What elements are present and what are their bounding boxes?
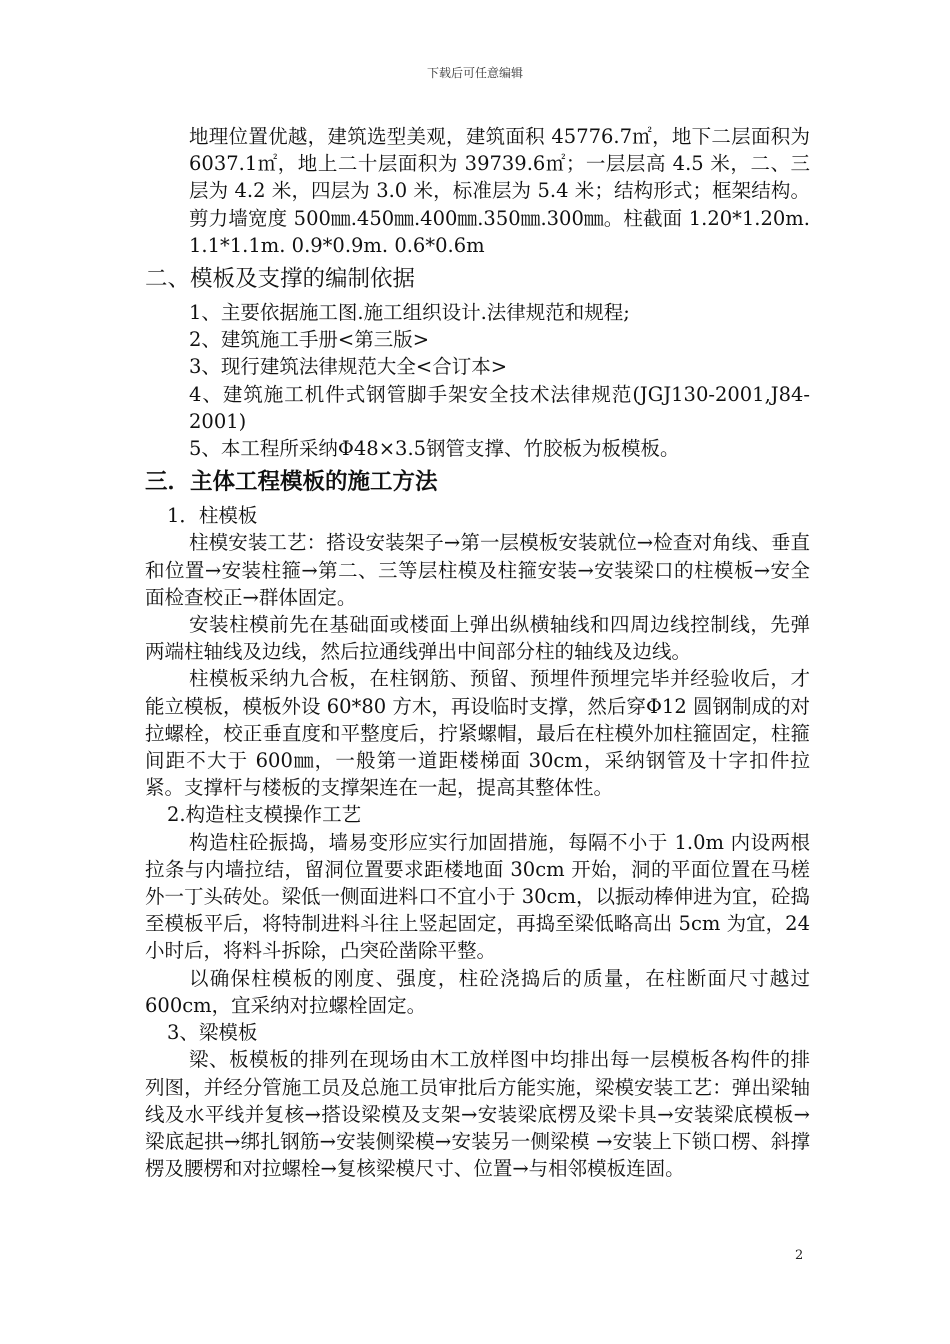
basis-item-4: 4、建筑施工机件式钢管脚手架安全技术法律规范(JGJ130-2001,J84-2001): [189, 382, 810, 433]
subsection-3-title: 3、梁模板: [167, 1021, 258, 1045]
basis-item-2: 2、建筑施工手册<第三版>: [189, 328, 430, 352]
basis-item-3: 3、现行建筑法律规范大全<合订本>: [189, 355, 508, 379]
column-formwork-para-2: 安装柱模前先在基础面或楼面上弹出纵横轴线和四周边线控制线，先弹两端柱轴线及边线，然后拉通线弹出中间部分柱的轴线及边线。: [145, 613, 810, 664]
section-3-heading: 三．主体工程模板的施工方法: [145, 469, 438, 496]
page-header-note: 下载后可任意编辑: [426, 66, 523, 80]
basis-item-1: 1、主要依据施工图.施工组织设计.法律规范和规程;: [189, 301, 630, 325]
beam-formwork-para-1: 梁、板模板的排列在现场由木工放样图中均排出每一层模板各构件的排列图，并经分管施工员及总施工员审批后方能实施，梁模安装工艺：弹出梁轴线及水平线并复核→搭设梁模及支架→安装梁底楞及梁卡具→安装梁底模板→梁底起拱→绑扎钢筋→安装侧梁模→安装另一侧梁模 →安装上下锁口楞、斜撑楞及腰楞和对拉螺栓→复核梁模尺寸、位置→与相邻模板连固。: [145, 1048, 810, 1181]
section-2-heading: 二、模板及支撑的编制依据: [145, 266, 416, 293]
constructional-column-para-2: 以确保柱模板的刚度、强度，柱砼浇捣后的质量，在柱断面尺寸越过 600cm，宜采纳对拉螺栓固定。: [145, 966, 810, 1017]
subsection-2-title: 2.构造柱支模操作工艺: [167, 803, 362, 827]
intro-paragraph: 地理位置优越，建筑选型美观，建筑面积 45776.7㎡，地下二层面积为 6037.1㎡，地上二十层面积为 39739.6㎡；一层层高 4.5 米，二、三层为 4.2 米，四层为 3.0 米，标准层为 5.4 米；结构形式；框架结构。剪力墙宽度 500㎜.450㎜.400㎜.350㎜.300㎜。柱截面 1.20*1.20m. 1.1*1.1m. 0.9*0.9m. 0.6*0.6m: [189, 125, 810, 257]
column-formwork-para-3: 柱模板采纳九合板，在柱钢筋、预留、预埋件预埋完毕并经验收后，才能立模板，模板外设 60*80 方木，再设临时支撑，然后穿Φ12 圆钢制成的对拉螺栓，校正垂直度和平整度后，拧紧螺帽，最后在柱模外加柱箍固定，柱箍间距不大于 600㎜，一般第一道距楼梯面 30cm，采纳钢管及十字扣件拉紧。支撑杆与楼板的支撑架连在一起，提高其整体性。: [145, 667, 810, 800]
subsection-1-title: 1．柱模板: [167, 504, 258, 528]
constructional-column-para-1: 构造柱砼振捣，墙易变形应实行加固措施，每隔不小于 1.0m 内设两根拉条与内墙拉结，留洞位置要求距楼地面 30cm 开始，洞的平面位置在马槎外一丁头砖处。梁低一侧面进料口不宜小于 30cm，以振动棒伸进为宜，砼捣至模板平后，将特制进料斗往上竖起固定，再捣至梁低略高出 5cm 为宜，24 小时后，将料斗拆除，凸突砼凿除平整。: [145, 830, 810, 963]
document-body: [145, 123, 810, 1182]
column-formwork-para-1: 柱模安装工艺：搭设安装架子→第一层模板安装就位→检查对角线、垂直和位置→安装柱箍→第二、三等层柱模及柱箍安装→安装梁口的柱模板→安全面检查校正→群体固定。: [145, 531, 810, 609]
page-number: 2: [795, 1248, 804, 1263]
basis-item-5: 5、本工程所采纳Φ48×3.5钢管支撑、竹胶板为板模板。: [189, 437, 680, 461]
